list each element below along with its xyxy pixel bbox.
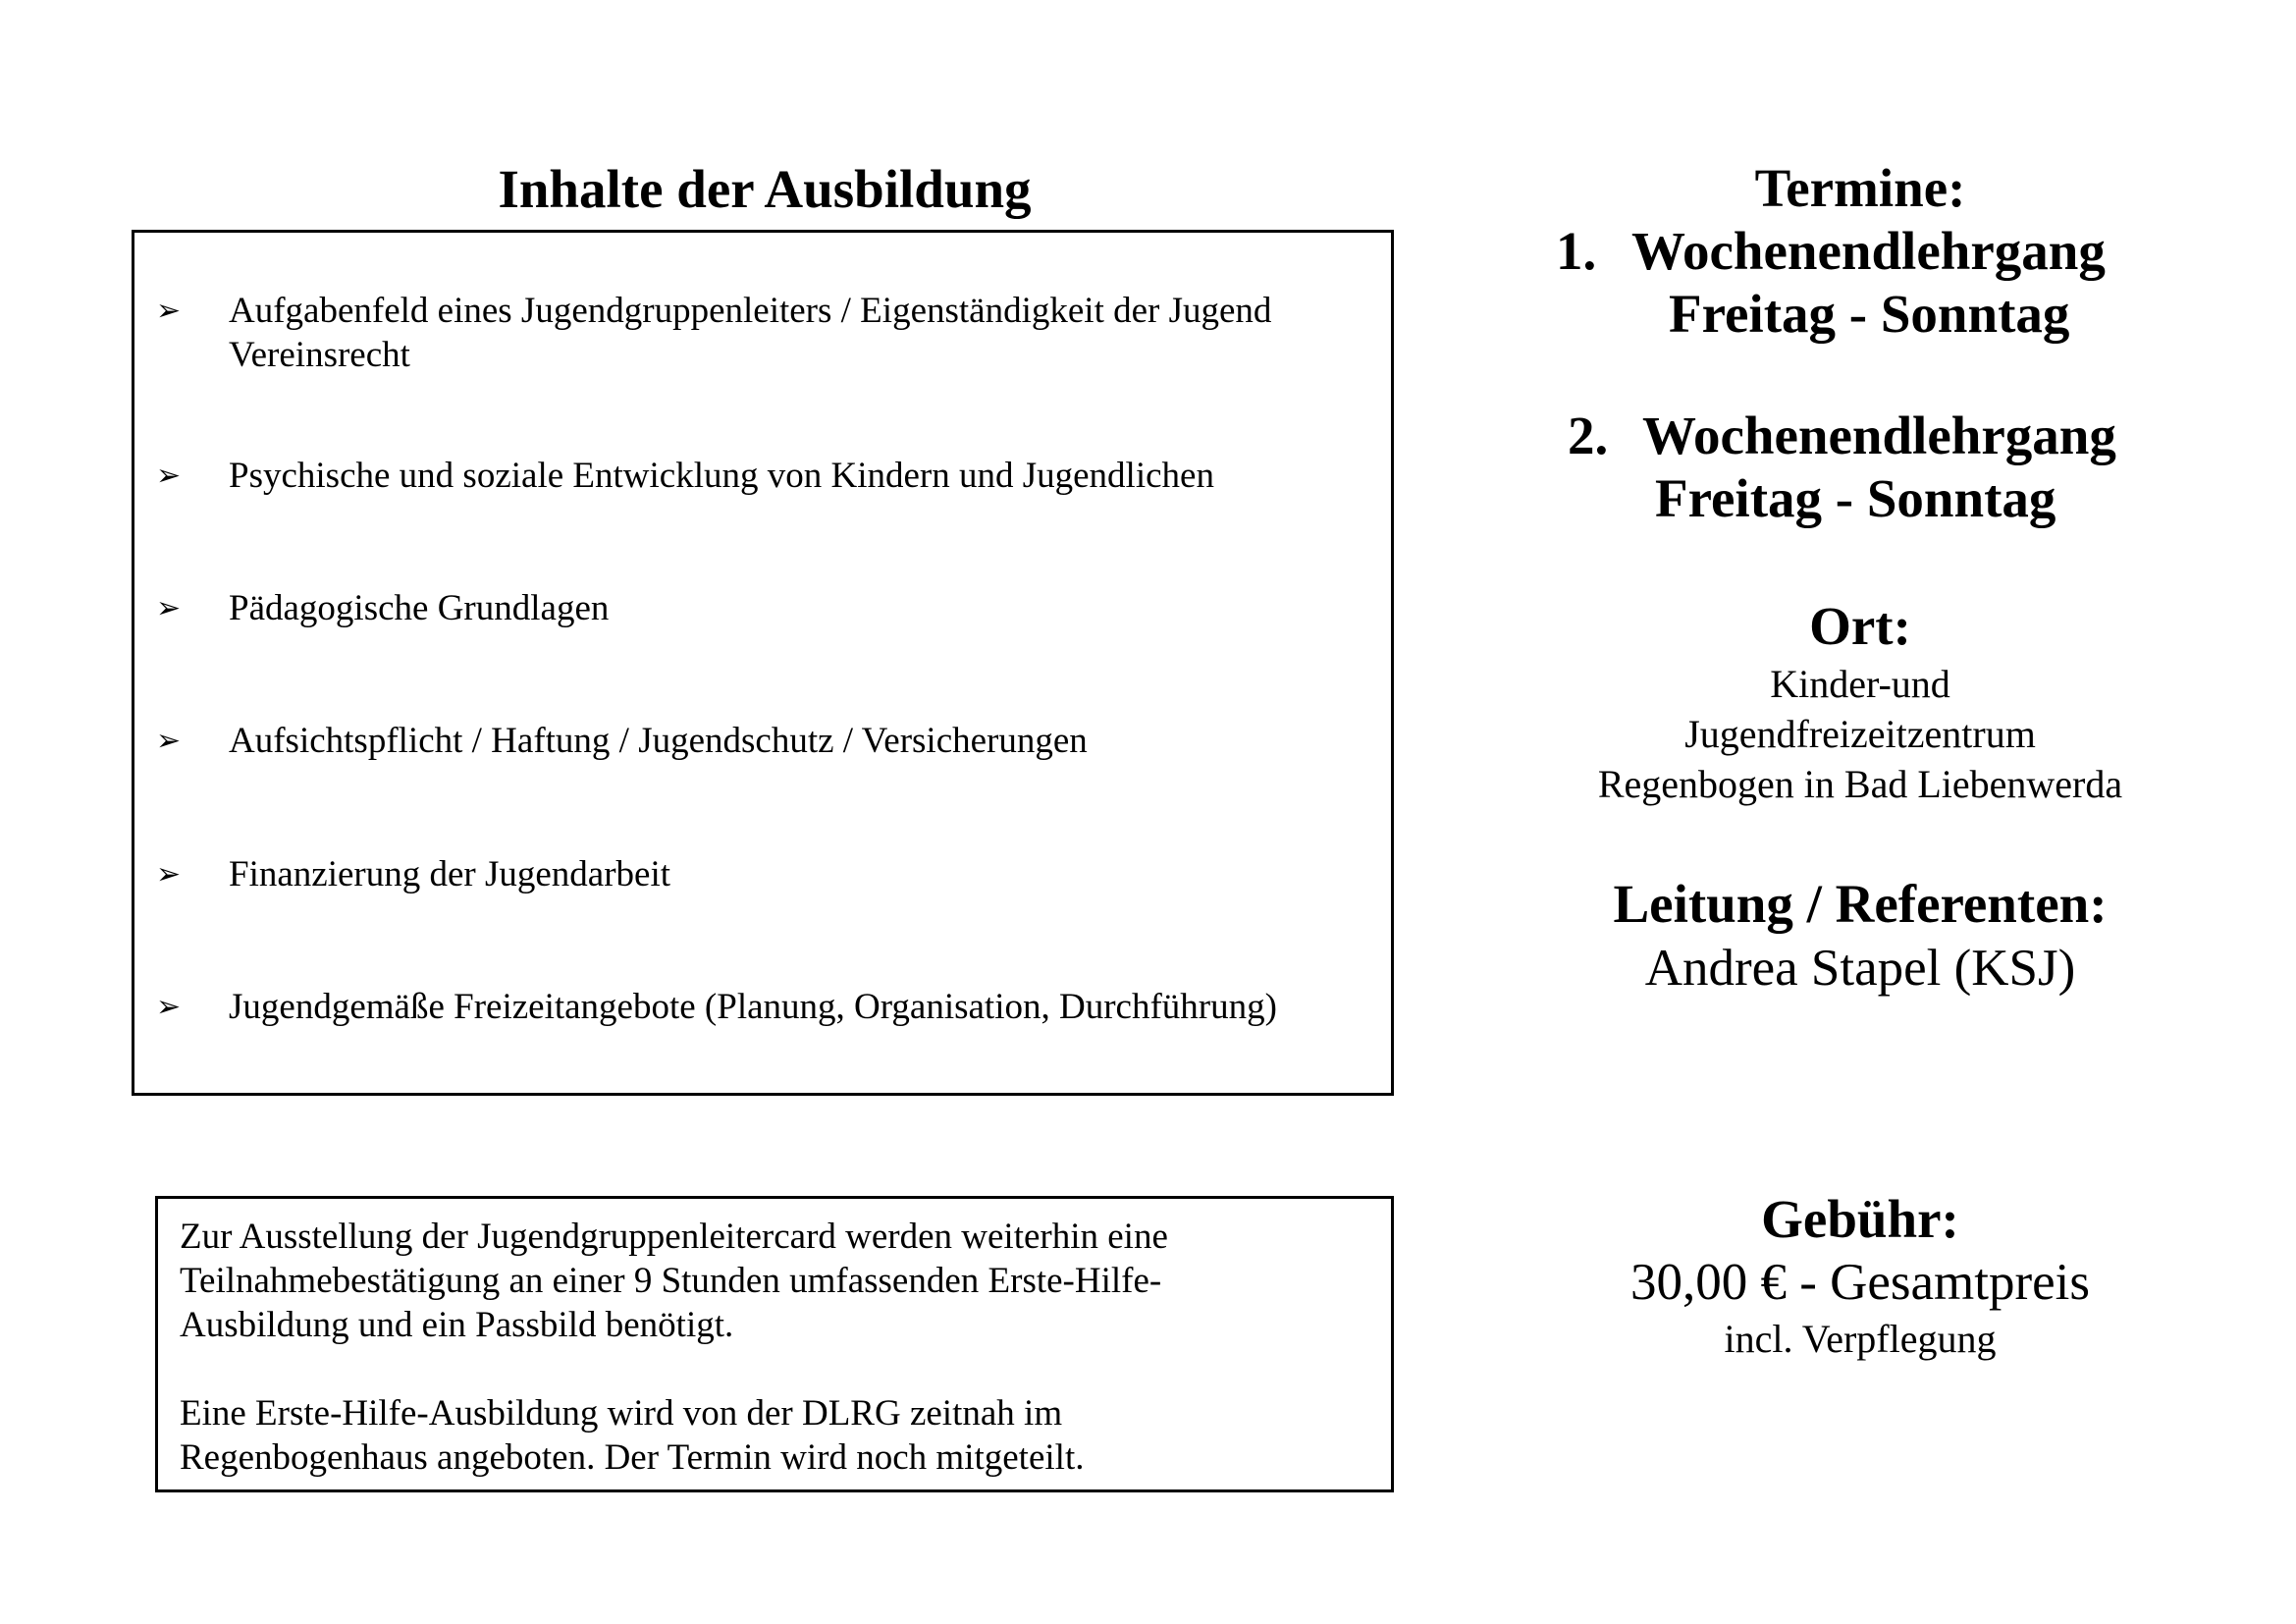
note-line: Eine Erste-Hilfe-Ausbildung wird von der DLRG zeitnah im <box>180 1393 1063 1434</box>
termin-number: 2. <box>1568 406 1609 465</box>
note-line: Zur Ausstellung der Jugendgruppenleitercard werden weiterhin eine <box>180 1217 1168 1257</box>
leitung-heading: Leitung / Referenten: <box>1613 874 2108 934</box>
list-item-text: Pädagogische Grundlagen <box>229 588 610 628</box>
leitung-name: Andrea Stapel (KSJ) <box>1644 940 2076 997</box>
list-item-text: Vereinsrecht <box>229 335 410 375</box>
note-line: Regenbogenhaus angeboten. Der Termin wird noch mitgeteilt. <box>180 1437 1085 1478</box>
list-item-text: Aufgabenfeld eines Jugendgruppenleiters / Eigenständigkeit der Jugend <box>229 291 1272 331</box>
arrow-bullet-icon: ➢ <box>156 294 182 328</box>
termin-days: Freitag - Sonntag <box>1669 284 2070 344</box>
note-box <box>155 1196 1394 1492</box>
list-item-text: Jugendgemäße Freizeitangebote (Planung, Organisation, Durchführung) <box>229 987 1277 1027</box>
ort-line: Jugendfreizeitzentrum <box>1684 712 2036 756</box>
arrow-bullet-icon: ➢ <box>156 459 182 493</box>
termin-title: Wochenendlehrgang <box>1642 406 2116 465</box>
note-paragraph <box>180 1391 1371 1480</box>
arrow-bullet-icon: ➢ <box>156 724 182 758</box>
list-item-text: Finanzierung der Jugendarbeit <box>229 854 671 894</box>
gebuehr-note: incl. Verpflegung <box>1724 1317 1997 1361</box>
gebuehr-price: 30,00 € - Gesamtpreis <box>1629 1254 2091 1311</box>
ort-line: Kinder-und <box>1770 662 1950 706</box>
termine-heading: Termine: <box>1754 158 1966 218</box>
termin-number: 1. <box>1556 221 1597 281</box>
arrow-bullet-icon: ➢ <box>156 591 182 625</box>
note-line: Teilnahmebestätigung an einer 9 Stunden umfassenden Erste-Hilfe- <box>180 1261 1162 1301</box>
ort-heading: Ort: <box>1809 596 1911 656</box>
arrow-bullet-icon: ➢ <box>156 857 182 892</box>
note-paragraph <box>180 1215 1371 1347</box>
content-heading: Inhalte der Ausbildung <box>498 159 1032 219</box>
content-box <box>132 230 1394 1096</box>
gebuehr-heading: Gebühr: <box>1761 1189 1959 1249</box>
list-item-text: Psychische und soziale Entwicklung von Kindern und Jugendlichen <box>229 456 1214 496</box>
list-item-text: Aufsichtspflicht / Haftung / Jugendschutz / Versicherungen <box>229 721 1088 761</box>
arrow-bullet-icon: ➢ <box>156 990 182 1024</box>
termin-title: Wochenendlehrgang <box>1631 221 2106 281</box>
ort-line: Regenbogen in Bad Liebenwerda <box>1597 762 2123 806</box>
note-line: Ausbildung und ein Passbild benötigt. <box>180 1305 734 1345</box>
termin-days: Freitag - Sonntag <box>1655 468 2056 528</box>
